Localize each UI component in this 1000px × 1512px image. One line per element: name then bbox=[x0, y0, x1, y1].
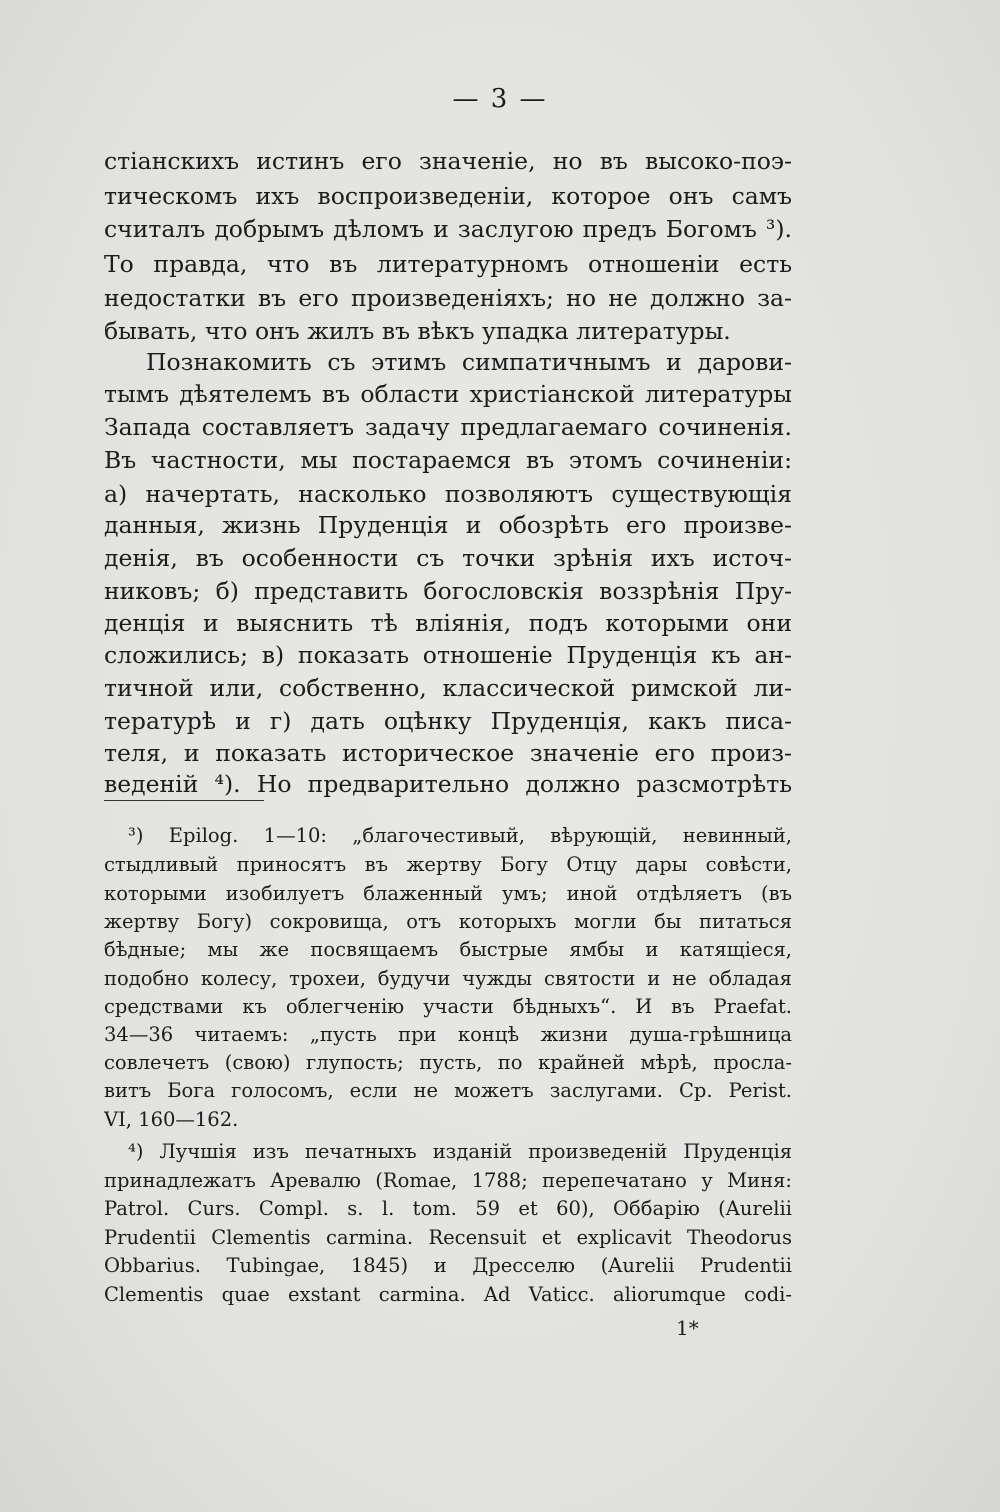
body-line: данныя, жизнь Пруденція и обозрѣть его произве- bbox=[104, 511, 792, 539]
body-line: денція и выяснить тѣ вліянія, подъ которыми они bbox=[104, 609, 792, 637]
footnote-line: Clementis quae exstant carmina. Ad Vaticc. aliorumque codi- bbox=[104, 1283, 792, 1306]
body-line: сложились; в) показать отношеніе Пруденція къ ан- bbox=[104, 641, 792, 669]
body-line: Въ частности, мы постараемся въ этомъ сочиненіи: bbox=[104, 446, 792, 474]
body-line: веденій ⁴). Но предварительно должно разсмотрѣть bbox=[104, 770, 792, 798]
footnote-line: 34—36 читаемъ: „пусть при концѣ жизни душа-грѣшница bbox=[104, 1023, 792, 1046]
footnote-line: совлечетъ (свою) глупость; пусть, по крайней мѣрѣ, просла- bbox=[104, 1051, 792, 1074]
footnote-line: средствами къ облегченію участи бѣдныхъ“. И въ Praefat. bbox=[104, 995, 792, 1018]
body-line: тературѣ и г) дать оцѣнку Пруденція, какъ писа- bbox=[104, 707, 792, 735]
body-line: теля, и показать историческое значеніе его произ- bbox=[104, 739, 792, 767]
body-line: тическомъ ихъ воспроизведеніи, которое онъ самъ bbox=[104, 182, 792, 210]
footnote-line: бѣдные; мы же посвящаемъ быстрые ямбы и катящіеся, bbox=[104, 938, 792, 961]
footnote-separator bbox=[104, 800, 264, 801]
body-line: денія, въ особенности съ точки зрѣнія ихъ источ- bbox=[104, 544, 792, 572]
footnote-line: жертву Богу) сокровища, отъ которыхъ могли бы питаться bbox=[104, 910, 792, 933]
footnote-line: Obbarius. Tubingae, 1845) и Дресселю (Aurelii Prudentii bbox=[104, 1254, 792, 1277]
footnote-line: VI, 160—162. bbox=[104, 1108, 239, 1131]
body-line: То правда, что въ литературномъ отношеніи есть bbox=[104, 250, 792, 278]
signature-mark: 1* bbox=[676, 1316, 699, 1340]
footnote-line: принадлежатъ Аревалю (Romae, 1788; перепечатано у Миня: bbox=[104, 1169, 792, 1192]
footnote-line: Prudentii Clementis carmina. Recensuit et explicavit Theodorus bbox=[104, 1226, 792, 1249]
body-line: тичной или, собственно, классической римской ли- bbox=[104, 674, 792, 702]
body-line: Познакомить съ этимъ симпатичнымъ и дарови- bbox=[146, 348, 792, 376]
footnote-line: подобно колесу, трохеи, будучи чужды святости и не обладая bbox=[104, 967, 792, 990]
body-line: Запада составляетъ задачу предлагаемаго сочиненія. bbox=[104, 413, 792, 441]
page-number-header: — 3 — bbox=[452, 84, 548, 114]
footnote-line: ⁴) Лучшія изъ печатныхъ изданій произведеній Пруденція bbox=[128, 1140, 792, 1163]
body-line: стіанскихъ истинъ его значеніе, но въ высоко-поэ- bbox=[104, 147, 792, 175]
footnote-line: которыми изобилуетъ блаженный умъ; иной отдѣляетъ (въ bbox=[104, 882, 792, 905]
body-line: а) начертать, насколько позволяютъ существующія bbox=[104, 480, 792, 508]
footnote-line: ³) Epilog. 1—10: „благочестивый, вѣрующій, невинный, bbox=[128, 824, 792, 847]
body-line: никовъ; б) представить богословскія воззрѣнія Пру- bbox=[104, 577, 792, 605]
footnote-line: стыдливый приносятъ въ жертву Богу Отцу дары совѣсти, bbox=[104, 853, 792, 876]
footnote-line: витъ Бога голосомъ, если не можетъ заслугами. Cp. Perist. bbox=[104, 1079, 792, 1102]
footnote-line: Patrol. Curs. Compl. s. l. tom. 59 et 60), Оббарію (Aurelii bbox=[104, 1197, 792, 1220]
body-line: считалъ добрымъ дѣломъ и заслугою предъ Богомъ ³). bbox=[104, 215, 792, 243]
body-line: тымъ дѣятелемъ въ области христіанской литературы bbox=[104, 380, 792, 408]
body-line: бывать, что онъ жилъ въ вѣкъ упадка литературы. bbox=[104, 317, 731, 345]
body-line: недостатки въ его произведеніяхъ; но не должно за- bbox=[104, 284, 792, 312]
